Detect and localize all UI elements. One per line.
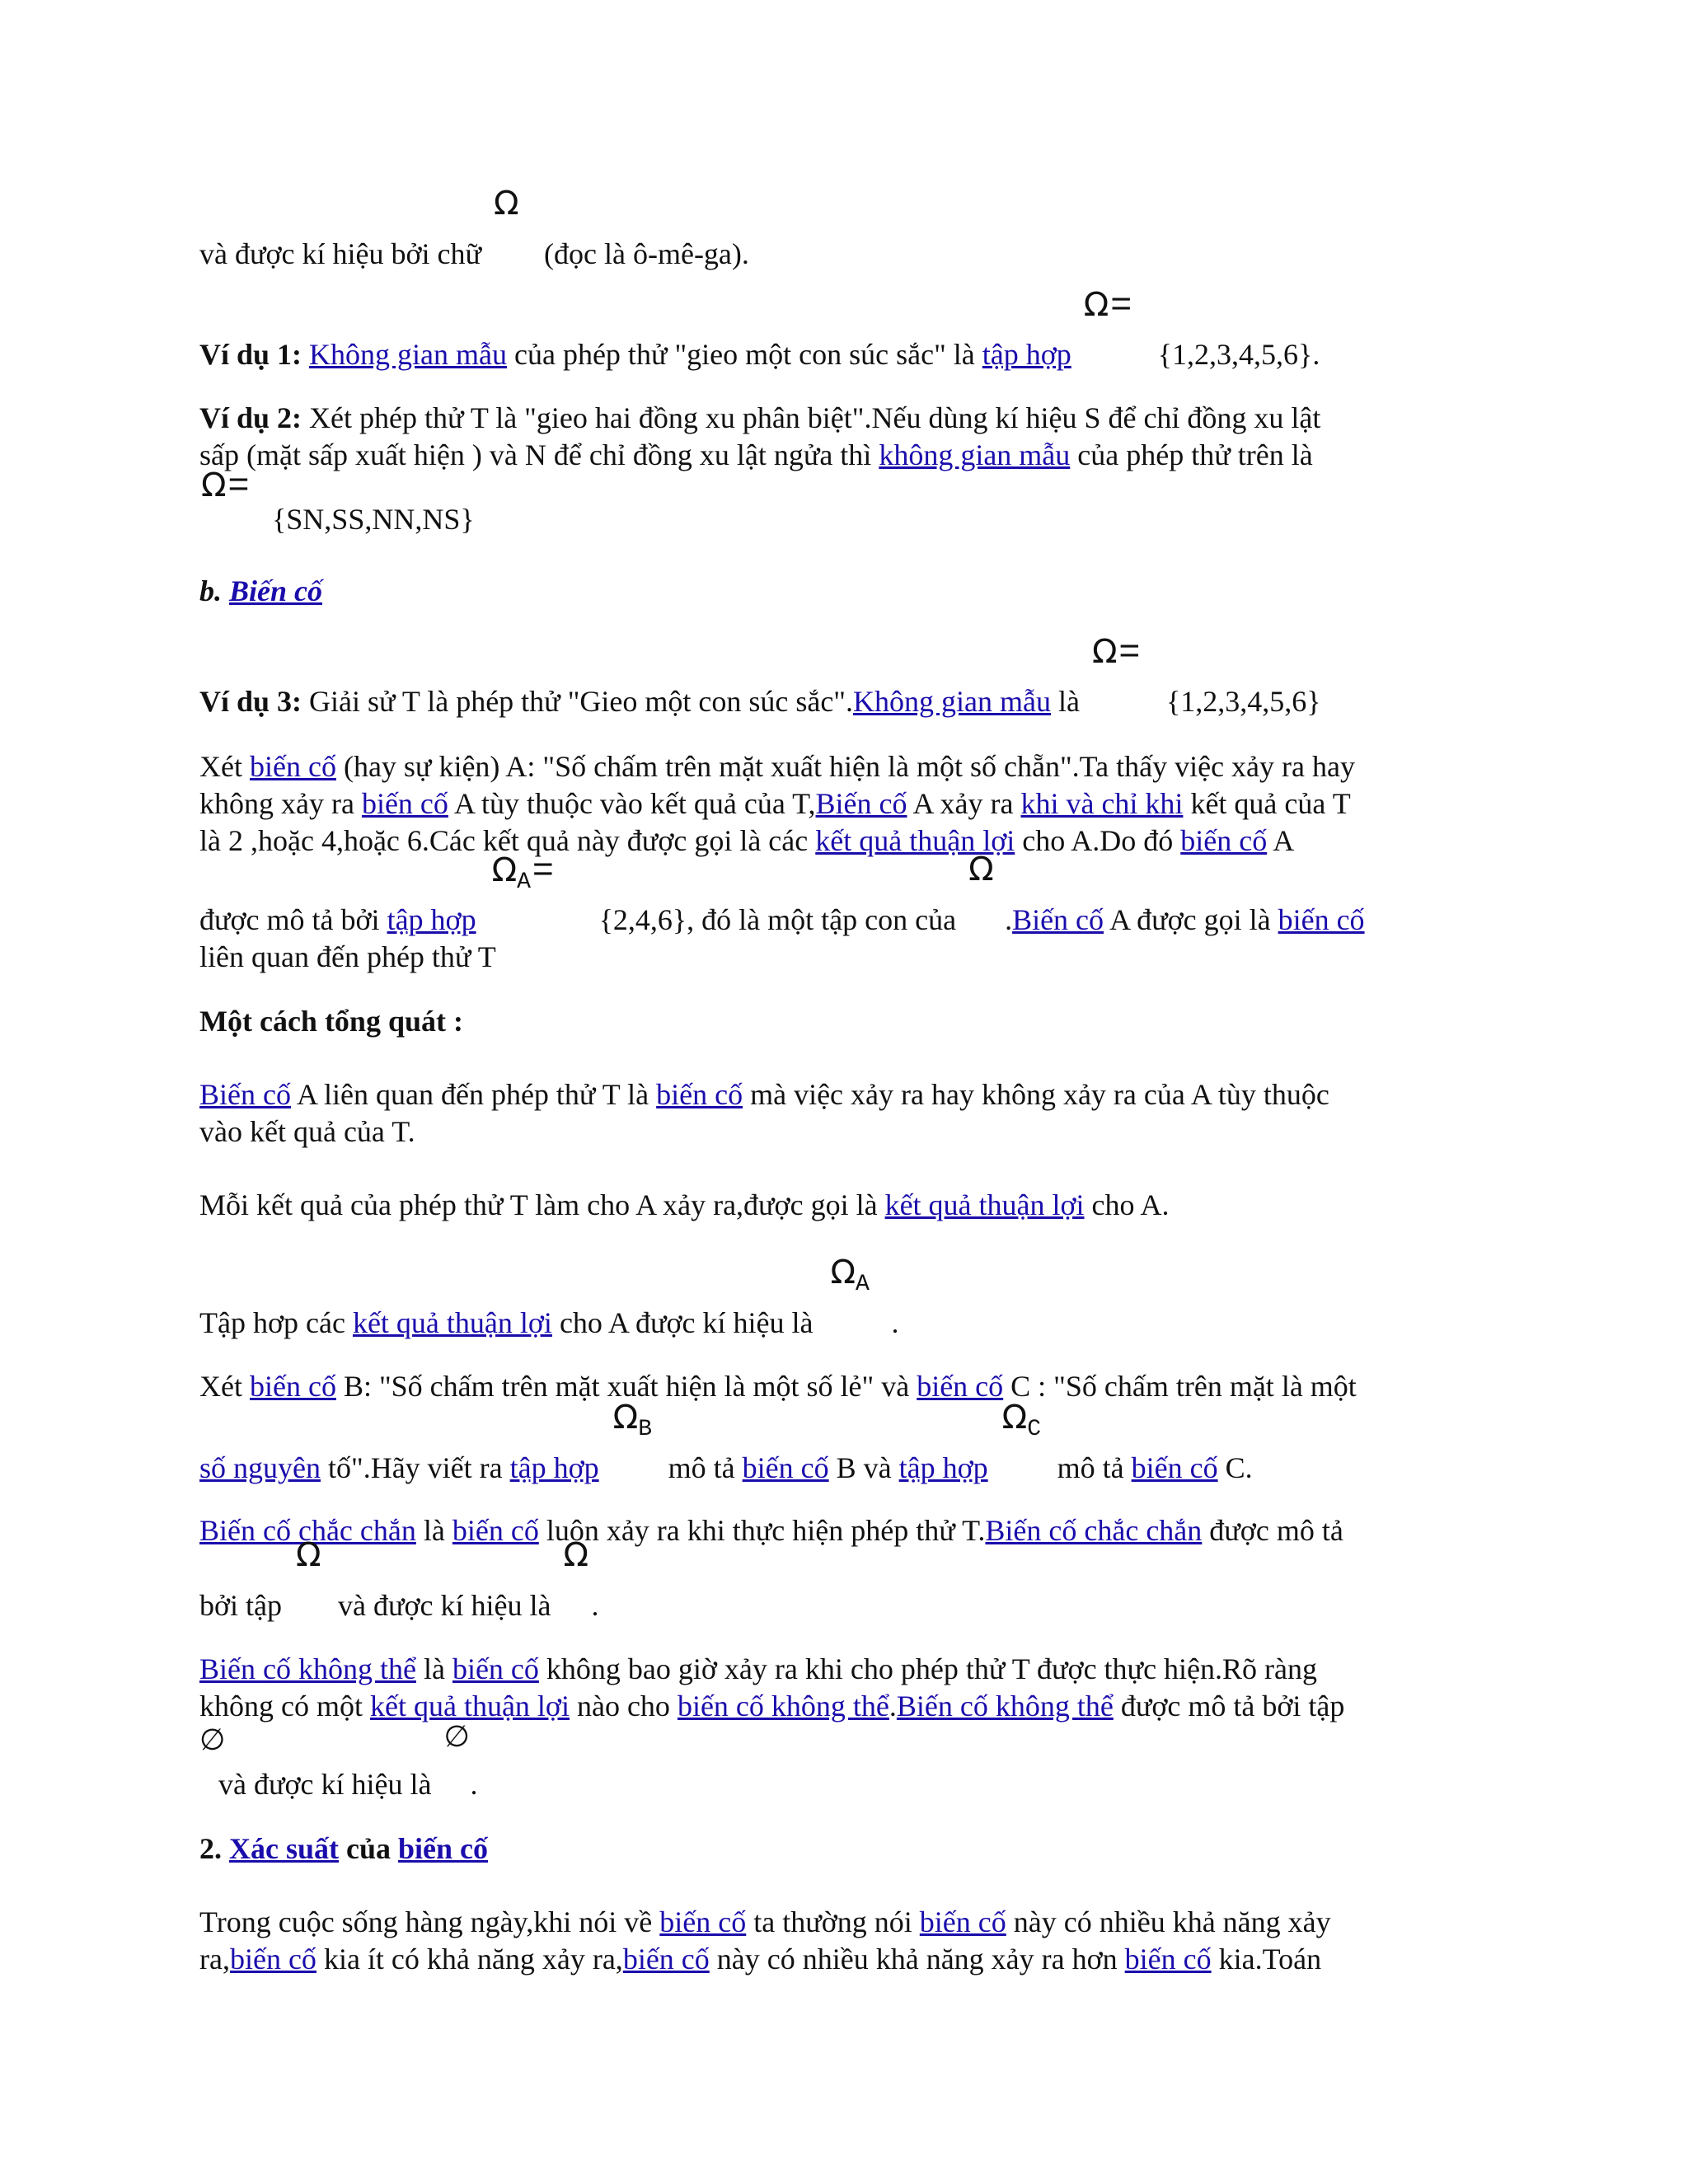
text: A xảy ra [912,787,1014,820]
text: được mô tả [1209,1514,1343,1547]
text: và được kí hiệu là [218,1768,432,1801]
example-label: Ví dụ 1: [199,338,302,371]
text: . [591,1589,599,1622]
omega-intro [199,185,1518,273]
text: của [346,1832,391,1865]
link-bien-co[interactable]: biến cố [1180,824,1268,857]
text: được mô tả bởi tập [1120,1690,1345,1722]
text: mô tả [1057,1451,1124,1484]
link-khong-gian-mau[interactable]: Không gian mẫu [853,685,1051,718]
link-tap-hop[interactable]: tập hợp [898,1451,988,1484]
section-prefix: 2. [199,1832,222,1865]
link-bien-co[interactable]: biến cố [622,1943,710,1975]
text: A tùy thuộc vào kết quả của T, [453,787,816,820]
general-paragraph-4-cont [199,1399,1518,1487]
omega-a-icon: $\Omega_A$ [830,1254,870,1297]
omega-symbol-icon: Ω [563,1536,589,1574]
text: cho A. [1091,1188,1170,1221]
link-ket-qua-thuan-loi[interactable]: kết quả thuận lợi [884,1188,1085,1221]
text: . [889,1690,897,1722]
text: là 2 ,hoặc 4,hoặc 6.Các kết quả này được gọi là các [199,824,809,857]
link-bien-co[interactable]: biến cố [1124,1943,1212,1975]
text: C. [1225,1451,1253,1484]
example-label: Ví dụ 3: [199,685,302,718]
text: ra, [199,1943,230,1975]
link-ket-qua-thuan-loi[interactable]: kết quả thuận lợi [815,824,1015,857]
link-khong-gian-mau[interactable]: Không gian mẫu [309,338,507,371]
example-label: Ví dụ 2: [199,401,302,434]
link-bien-co[interactable]: biến cố [742,1451,829,1484]
text: không có một [199,1690,363,1722]
text: Xét phép thử T là "gieo hai đồng xu phân biệt".Nếu dùng kí hiệu S để chỉ đồng xu lật [309,401,1321,434]
text: B: "Số chấm trên mặt xuất hiện là một số lẻ" và [343,1370,910,1403]
set-text: {1,2,3,4,5,6} [1165,685,1321,718]
text: A [1273,824,1295,857]
text: của phép thử trên là [1077,438,1313,471]
text: là [423,1652,445,1685]
text: của phép thử "gieo một con súc sắc" là [514,338,975,371]
text: B và [836,1451,892,1484]
link-bien-co[interactable]: biến cố [656,1078,743,1111]
link-xac-suat[interactable]: Xác suất [229,1832,339,1865]
link-bien-co-khong-the[interactable]: Biến cố không thể [199,1652,416,1685]
text: C : "Số chấm trên mặt là một [1010,1370,1357,1403]
text: không bao giờ xảy ra khi cho phép thử T được thực hiện.Rõ ràng [546,1652,1318,1685]
example-2 [199,400,1518,474]
link-bien-co[interactable]: biến cố [398,1832,489,1865]
text: Mỗi kết quả của phép thử T làm cho A xảy ra,được gọi là [199,1188,878,1221]
text: (hay sự kiện) A: "Số chấm trên mặt xuất hiện là một số chẵn".Ta thấy việc xảy ra hay [343,750,1355,783]
text: nào cho [576,1690,670,1722]
text: A liên quan đến phép thử T là [297,1078,649,1111]
text: ta thường nói [753,1905,912,1938]
empty-set-icon: ∅ [443,1720,470,1754]
set-text: {1,2,3,4,5,6}. [1157,338,1320,371]
text: này có nhiều khả năng xảy [1013,1905,1331,1938]
section-b-heading [199,573,1518,610]
link-bien-co[interactable]: Biến cố [815,787,907,820]
general-paragraph-6-cont [218,1720,1537,1803]
general-paragraph-5 [199,1512,1518,1549]
general-paragraph-5-cont [199,1536,1518,1624]
text: này có nhiều khả năng xảy ra hơn [716,1943,1118,1975]
link-bien-co[interactable]: biến cố [1131,1451,1218,1484]
text: Xét [199,750,242,783]
text: {2,4,6}, đó là một tập con của [598,903,957,936]
omega-a-equals-icon: $\Omega_A=$ [491,849,554,895]
text: mô tả [668,1451,735,1484]
example-1 [199,284,1518,373]
event-a-paragraph-cont: được mô tả bởi tập hợp $\Omega_A=$ {2,4,6}, đó là một tập con của Ω .Biến cố A được gọi là biến cố liên quan đến phép thử T [199,849,1365,973]
text: A được gọi là [1109,903,1271,936]
general-paragraph-2 [199,1187,1518,1224]
link-khi-va-chi-khi[interactable]: khi và chỉ khi [1020,787,1184,820]
link-bien-co[interactable]: biến cố [1278,903,1365,936]
text: cho A được kí hiệu là [559,1306,814,1339]
example-3 [199,630,1518,720]
omega-equals-icon: Ω= [201,464,250,504]
section-2-heading [199,1830,1518,1868]
link-bien-co[interactable]: biến cố [659,1905,747,1938]
text: bởi tập [199,1589,283,1622]
omega-symbol-icon: Ω [968,851,994,888]
text: . [470,1768,478,1801]
link-so-nguyen[interactable]: số nguyên [199,1451,321,1484]
general-paragraph-4 [199,1368,1518,1405]
text: Giải sử T là phép thử "Gieo một con súc sắc". [309,685,854,718]
link-bien-co[interactable]: Biến cố [199,1078,291,1111]
text: tố".Hãy viết ra [328,1451,503,1484]
link-bien-co-khong-the[interactable]: Biến cố không thể [896,1690,1114,1722]
text: và được kí hiệu là [338,1589,551,1622]
text: Xét [199,1370,242,1403]
general-paragraph-3 [199,1254,1518,1342]
link-bien-co[interactable]: Biến cố [229,574,322,607]
empty-set-icon: ∅ [199,1723,226,1757]
general-paragraph-1 [199,1076,1518,1151]
example-2-set [272,501,1591,538]
text: kia ít có khả năng xảy ra, [323,1943,623,1975]
link-bien-co[interactable]: biến cố [229,1943,316,1975]
text: vào kết quả của T. [199,1115,415,1148]
link-bien-co[interactable]: biến cố [919,1905,1006,1938]
omega-equals-icon: Ω= [1083,284,1132,324]
text: là [1057,685,1080,718]
text: sấp (mặt sấp xuất hiện ) và N để chỉ đồng xu lật ngửa thì [199,438,872,471]
text: mà việc xảy ra hay không xảy ra của A tùy thuộc [750,1078,1329,1111]
link-bien-co[interactable]: biến cố [452,1652,539,1685]
link-bien-co[interactable]: Biến cố [1012,903,1104,936]
text: Trong cuộc sống hàng ngày,khi nói về [199,1905,653,1938]
text: kết quả của T [1190,787,1351,820]
link-bien-co-chac-chan[interactable]: Biến cố chắc chắn [985,1514,1203,1547]
general-paragraph-6 [199,1651,1518,1725]
link-tap-hop[interactable]: tập hợp [982,338,1071,371]
omega-symbol-icon: Ω [296,1536,321,1574]
section-prefix: b. [199,574,222,607]
text: Tập hơp các [199,1306,345,1339]
omega-c-icon: $\Omega_C$ [1001,1399,1042,1442]
set-text: {SN,SS,NN,NS} [272,503,475,536]
text: luôn xảy ra khi thực hiện phép thử T. [546,1514,986,1547]
text: được mô tả bởi [199,903,380,936]
link-bien-co[interactable]: biến cố [917,1370,1004,1403]
text: . [891,1306,899,1339]
text: không xảy ra [199,787,354,820]
omega-equals-icon: Ω= [1091,630,1141,671]
probability-paragraph [199,1904,1518,1978]
link-ket-qua-thuan-loi[interactable]: kết quả thuận lợi [352,1306,552,1339]
event-a-paragraph [199,748,1518,860]
text: (đọc là ô-mê-ga). [544,237,749,270]
link-tap-hop[interactable]: tập hợp [387,903,476,936]
text: là [423,1514,445,1547]
link-bien-co[interactable]: biến cố [361,787,448,820]
text: và được kí hiệu bởi chữ [199,237,482,270]
link-khong-gian-mau[interactable]: không gian mẫu [879,438,1071,471]
link-ket-qua-thuan-loi[interactable]: kết quả thuận lợi [369,1690,570,1722]
link-bien-co[interactable]: biến cố [452,1514,539,1547]
omega-symbol-icon: Ω [494,185,519,223]
link-bien-co[interactable]: biến cố [249,1370,336,1403]
omega-b-icon: $\Omega_B$ [612,1399,653,1442]
text: kia.Toán [1218,1943,1322,1975]
link-tap-hop[interactable]: tập hợp [509,1451,599,1484]
link-bien-co-khong-the[interactable]: biến cố không thể [677,1690,889,1722]
text: liên quan đến phép thử T [199,940,496,973]
link-bien-co-chac-chan[interactable]: Biến cố chắc chắn [199,1514,416,1547]
general-heading: Một cách tổng quát : [199,1005,463,1038]
text: cho A.Do đó [1022,824,1174,857]
link-bien-co[interactable]: biến cố [249,750,336,783]
